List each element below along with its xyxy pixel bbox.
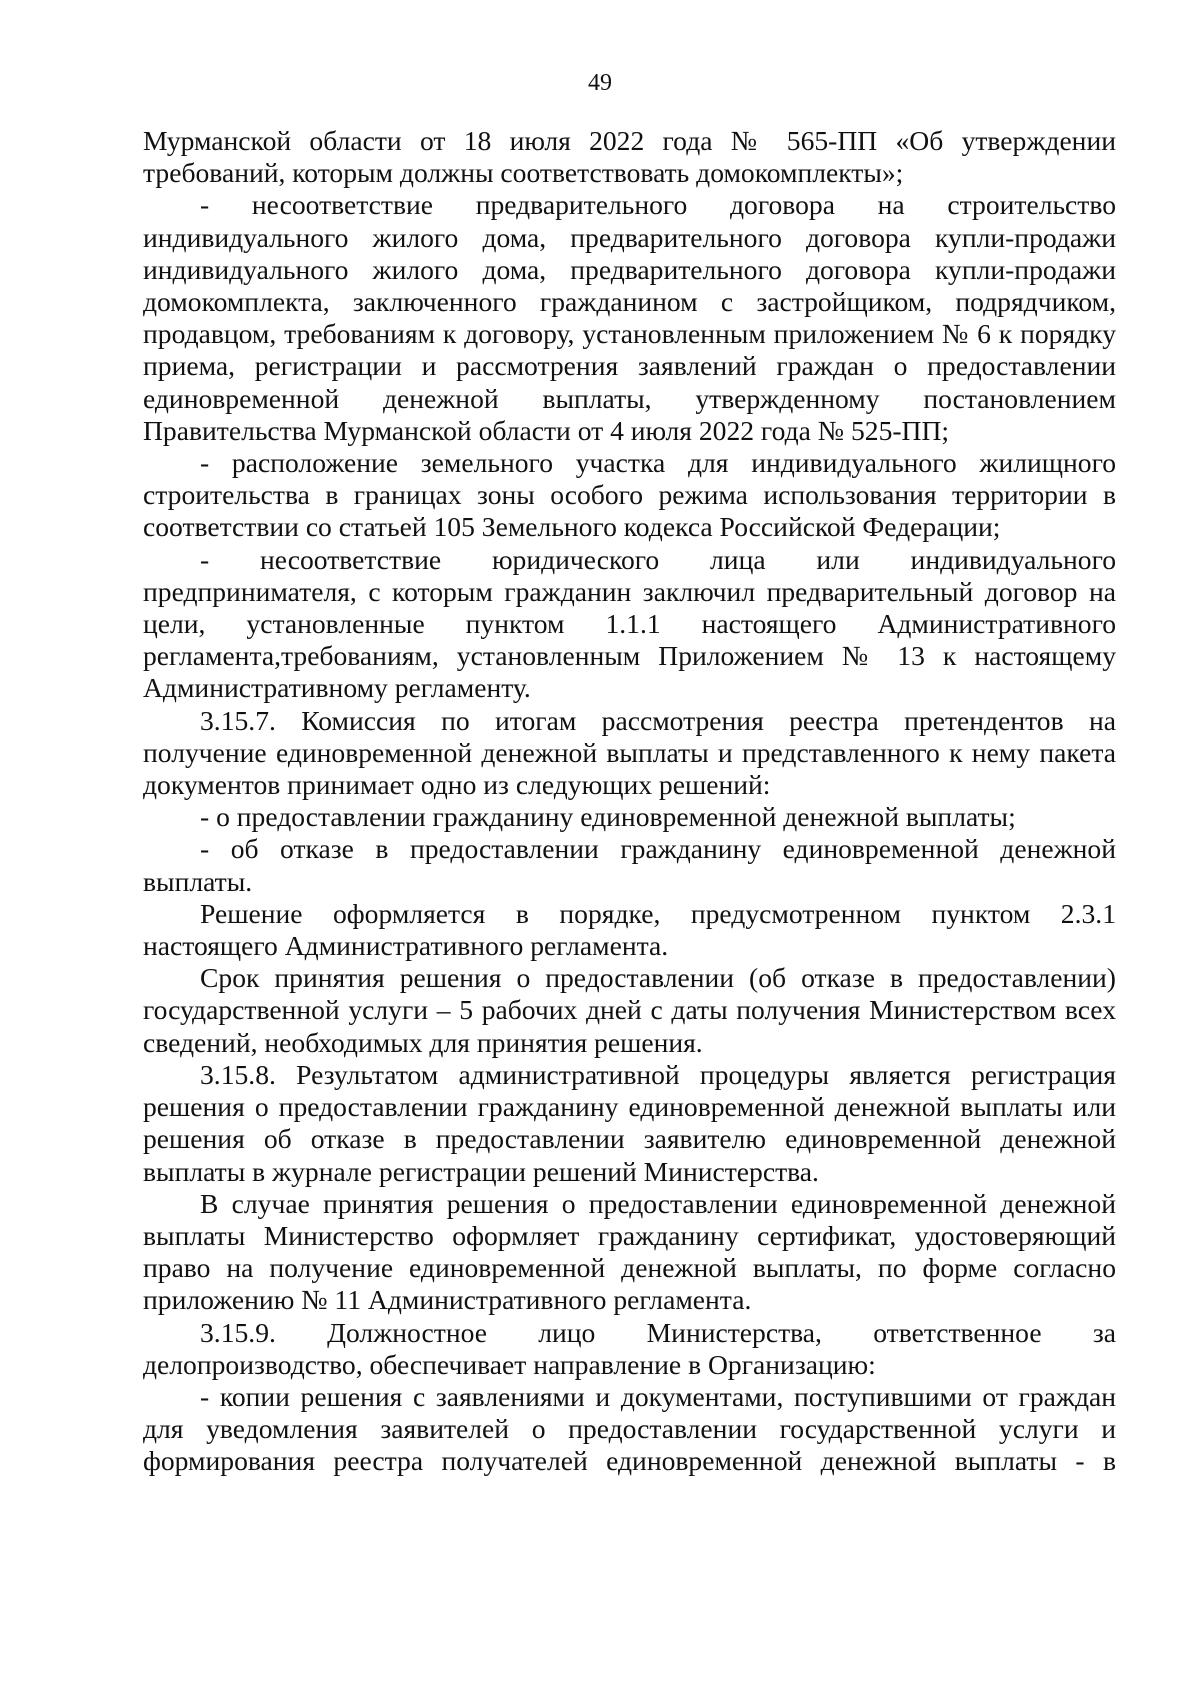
paragraph: - несоответствие предварительного договора на строительство индивидуального жилого дома, предварительного договора купли-продажи индивидуального жилого дома, предварительного договора купли-продажи домокомплекта, заключенного гражданином с застройщиком, подрядчиком, продавцом, требованиям к договору, установленным приложением № 6 к порядку приема, регистрации и рассмотрения заявлений граждан о предоставлении единовременной денежной выплаты, утвержденному постановлением Правительства Мурманской области от 4 июля 2022 года № 525-ПП; (143, 189, 1116, 446)
paragraph: - об отказе в предоставлении гражданину единовременной денежной выплаты. (143, 833, 1116, 897)
paragraph: Срок принятия решения о предоставлении (об отказе в предоставлении) государственной услуги – 5 рабочих дней с даты получения Министерством всех сведений, необходимых для принятия решения. (143, 962, 1116, 1058)
paragraph: - расположение земельного участка для индивидуального жилищного строительства в границах зоны особого режима использования территории в соответствии со статьей 105 Земельного кодекса Российской Федерации; (143, 447, 1116, 543)
paragraph: - копии решения с заявлениями и документами, поступившими от граждан для уведомления заявителей о предоставлении государственной услуги и формирования реестра получателей единовременной денежной выплаты - в (143, 1380, 1116, 1477)
document-body (143, 125, 1116, 1478)
paragraph: 3.15.7. Комиссия по итогам рассмотрения реестра претендентов на получение единовременной денежной выплаты и представленного к нему пакета документов принимает одно из следующих решений: (143, 704, 1116, 801)
page-number: 49 (588, 70, 612, 96)
paragraph: Мурманской области от 18 июля 2022 года № 565-ПП «Об утверждении требований, которым должны соответствовать домокомплекты»; (143, 125, 1116, 189)
paragraph: - о предоставлении гражданину единовременной денежной выплаты; (200, 801, 1016, 833)
paragraph: 3.15.9. Должностное лицо Министерства, ответственное за делопроизводство, обеспечивает направление в Организацию: (143, 1316, 1116, 1380)
paragraph: В случае принятия решения о предоставлении единовременной денежной выплаты Министерство оформляет гражданину сертификат, удостоверяющий право на получение единовременной денежной выплаты, по форме согласно приложению № 11 Административного регламента. (143, 1187, 1116, 1316)
paragraph: - несоответствие юридического лица или индивидуального предпринимателя, с которым гражданин заключил предварительный договор на цели, установленные пунктом 1.1.1 настоящего Административного регламента,требованиям, установленным Приложением № 13 к настоящему Административному регламенту. (143, 543, 1116, 704)
paragraph: 3.15.8. Результатом административной процедуры является регистрация решения о предоставлении гражданину единовременной денежной выплаты или решения об отказе в предоставлении заявителю единовременной денежной выплаты в журнале регистрации решений Министерства. (143, 1058, 1116, 1187)
paragraph: Решение оформляется в порядке, предусмотренном пунктом 2.3.1 настоящего Административного регламента. (143, 897, 1116, 962)
